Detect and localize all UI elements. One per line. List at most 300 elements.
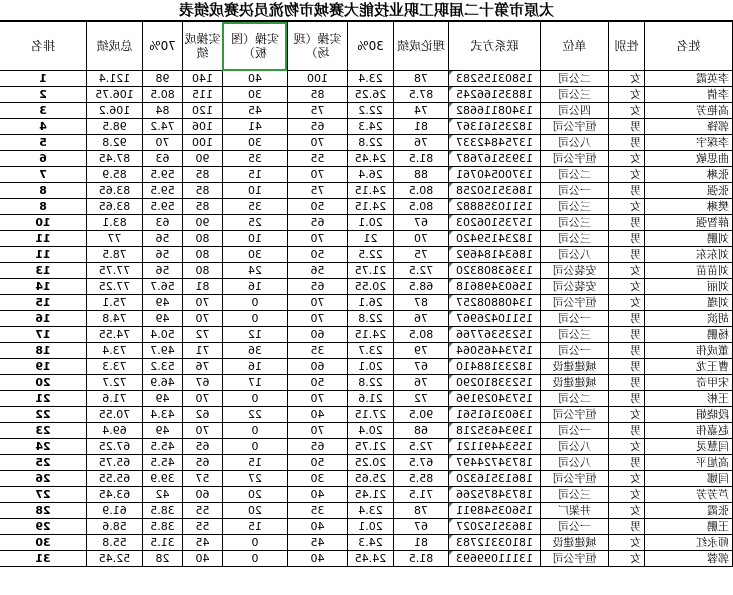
cell-practical-score[interactable]: 120 [183, 103, 223, 119]
cell-theory-30pct[interactable]: 24.3 [348, 535, 394, 551]
cell-gender[interactable]: 男 [609, 423, 645, 439]
cell-unit[interactable]: 三公司 [541, 215, 609, 231]
cell-practical-70pct[interactable]: 42 [143, 487, 183, 503]
cell-gender[interactable]: 女 [609, 487, 645, 503]
cell-unit[interactable]: 安装公司 [541, 279, 609, 295]
cell-practical-score[interactable]: 80 [183, 231, 223, 247]
cell-theory-30pct[interactable]: 21.6 [348, 391, 394, 407]
cell-theory-30pct[interactable]: 27.15 [348, 407, 394, 423]
cell-unit[interactable]: 一公司 [541, 423, 609, 439]
cell-name[interactable]: 段晓娟 [645, 407, 733, 423]
cell-theory-score[interactable]: 72.5 [394, 439, 449, 455]
cell-practical-70pct[interactable]: 63 [143, 151, 183, 167]
cell-rank[interactable]: 16 [0, 311, 87, 327]
cell-gender[interactable]: 男 [609, 359, 645, 375]
cell-practical-70pct[interactable]: 39.9 [143, 471, 183, 487]
cell-practical-onsite[interactable]: 75 [288, 183, 348, 199]
cell-practical-board[interactable]: 22 [223, 407, 288, 423]
cell-practical-score[interactable]: 80 [183, 247, 223, 263]
cell-practical-onsite[interactable]: 40 [288, 487, 348, 503]
cell-theory-score[interactable]: 81 [394, 119, 449, 135]
cell-practical-score[interactable]: 85 [183, 199, 223, 215]
cell-theory-score[interactable]: 81 [394, 535, 449, 551]
cell-gender[interactable]: 女 [609, 167, 645, 183]
cell-theory-score[interactable]: 72.5 [394, 263, 449, 279]
cell-total-score[interactable]: 78.5 [87, 247, 143, 263]
cell-practical-score[interactable]: 90 [183, 151, 223, 167]
cell-total-score[interactable]: 121.4 [87, 71, 143, 87]
cell-practical-70pct[interactable]: 28 [143, 551, 183, 567]
cell-phone[interactable]: 13603161561 [449, 407, 541, 423]
cell-practical-70pct[interactable]: 49 [143, 423, 183, 439]
cell-practical-board[interactable]: 12 [223, 327, 288, 343]
cell-total-score[interactable]: 73.3 [87, 359, 143, 375]
cell-theory-30pct[interactable]: 26.25 [348, 87, 394, 103]
cell-unit[interactable]: 八公司 [541, 247, 609, 263]
cell-rank[interactable]: 24 [0, 439, 87, 455]
cell-total-score[interactable]: 106.2 [87, 103, 143, 119]
cell-practical-score[interactable]: 62 [183, 407, 223, 423]
cell-practical-onsite[interactable]: 40 [288, 551, 348, 567]
cell-phone[interactable]: 18234159420 [449, 231, 541, 247]
cell-rank[interactable]: 15 [0, 295, 87, 311]
cell-name[interactable]: 闫娜 [645, 471, 733, 487]
cell-total-score[interactable]: 58.6 [87, 519, 143, 535]
cell-practical-score[interactable]: 67 [183, 375, 223, 391]
cell-practical-onsite[interactable]: 70 [288, 135, 348, 151]
cell-theory-30pct[interactable]: 26.1 [348, 295, 394, 311]
cell-rank[interactable]: 2 [0, 87, 87, 103]
cell-practical-onsite[interactable]: 70 [288, 167, 348, 183]
cell-theory-30pct[interactable]: 23.4 [348, 71, 394, 87]
cell-practical-onsite[interactable]: 30 [288, 471, 348, 487]
cell-gender[interactable]: 女 [609, 407, 645, 423]
cell-phone[interactable]: 13408116682 [449, 103, 541, 119]
cell-rank[interactable]: 8 [0, 183, 87, 199]
cell-theory-score[interactable]: 76 [394, 311, 449, 327]
cell-practical-board[interactable]: 20 [223, 487, 288, 503]
cell-gender[interactable]: 女 [609, 503, 645, 519]
cell-name[interactable]: 刘瑾 [645, 295, 733, 311]
cell-name[interactable]: 高艳芳 [645, 103, 733, 119]
cell-unit[interactable]: 二公司 [541, 167, 609, 183]
cell-practical-score[interactable]: 81 [183, 279, 223, 295]
cell-unit[interactable]: 二公司 [541, 391, 609, 407]
cell-theory-score[interactable]: 71.5 [394, 487, 449, 503]
cell-practical-board[interactable]: 30 [223, 87, 288, 103]
cell-unit[interactable]: 恒宇公司 [541, 471, 609, 487]
cell-practical-onsite[interactable]: 60 [288, 327, 348, 343]
cell-theory-30pct[interactable]: 24.15 [348, 199, 394, 215]
cell-practical-score[interactable]: 65 [183, 439, 223, 455]
cell-practical-onsite[interactable]: 70 [288, 231, 348, 247]
cell-rank[interactable]: 29 [0, 519, 87, 535]
cell-theory-score[interactable]: 79 [394, 343, 449, 359]
cell-gender[interactable]: 女 [609, 439, 645, 455]
cell-theory-30pct[interactable]: 20.1 [348, 359, 394, 375]
cell-theory-30pct[interactable]: 25.65 [348, 471, 394, 487]
cell-theory-30pct[interactable]: 22.8 [348, 375, 394, 391]
cell-gender[interactable]: 男 [609, 135, 645, 151]
cell-practical-score[interactable]: 40 [183, 551, 223, 567]
cell-theory-30pct[interactable]: 23.4 [348, 503, 394, 519]
cell-name[interactable]: 胡滨 [645, 311, 733, 327]
cell-theory-score[interactable]: 78 [394, 503, 449, 519]
cell-unit[interactable]: 三公司 [541, 487, 609, 503]
cell-theory-30pct[interactable]: 20.1 [348, 519, 394, 535]
header-gender[interactable]: 性别 [609, 22, 645, 71]
cell-total-score[interactable]: 77.25 [87, 279, 143, 295]
cell-name[interactable]: 曲思敏 [645, 151, 733, 167]
cell-total-score[interactable]: 71.6 [87, 391, 143, 407]
cell-unit[interactable]: 四公司 [541, 103, 609, 119]
cell-practical-onsite[interactable]: 45 [288, 535, 348, 551]
cell-gender[interactable]: 男 [609, 231, 645, 247]
cell-phone[interactable]: 18734724497 [449, 455, 541, 471]
cell-phone[interactable]: 15603548911 [449, 503, 541, 519]
cell-name[interactable]: 王鹏 [645, 519, 733, 535]
cell-unit[interactable]: 城建建设 [541, 375, 609, 391]
cell-name[interactable]: 杨鹏 [645, 327, 733, 343]
cell-name[interactable]: 闫慧灵 [645, 439, 733, 455]
cell-practical-70pct[interactable]: 59.5 [143, 183, 183, 199]
cell-phone[interactable]: 15803155283 [449, 71, 541, 87]
cell-practical-board[interactable]: 35 [223, 199, 288, 215]
cell-practical-onsite[interactable]: 70 [288, 391, 348, 407]
cell-theory-30pct[interactable]: 24.45 [348, 551, 394, 567]
cell-practical-board[interactable]: 0 [223, 295, 288, 311]
cell-total-score[interactable]: 106.75 [87, 87, 143, 103]
cell-practical-score[interactable]: 76 [183, 359, 223, 375]
cell-rank[interactable]: 19 [0, 359, 87, 375]
cell-phone[interactable]: 18103312783 [449, 535, 541, 551]
cell-total-score[interactable]: 85.9 [87, 167, 143, 183]
cell-theory-30pct[interactable]: 20.55 [348, 279, 394, 295]
cell-practical-70pct[interactable]: 50.4 [143, 327, 183, 343]
cell-name[interactable]: 张霞 [645, 503, 733, 519]
cell-practical-board[interactable]: 30 [223, 135, 288, 151]
cell-rank[interactable]: 3 [0, 103, 87, 119]
cell-name[interactable]: 李英霞 [645, 71, 733, 87]
cell-practical-score[interactable]: 65 [183, 455, 223, 471]
cell-unit[interactable]: 恒宇公司 [541, 151, 609, 167]
cell-practical-score[interactable]: 80 [183, 263, 223, 279]
cell-practical-board[interactable]: 16 [223, 279, 288, 295]
cell-total-score[interactable]: 65.55 [87, 471, 143, 487]
cell-total-score[interactable]: 87.45 [87, 151, 143, 167]
cell-unit[interactable]: 三公司 [541, 87, 609, 103]
cell-practical-70pct[interactable]: 63 [143, 215, 183, 231]
cell-total-score[interactable]: 74.8 [87, 311, 143, 327]
cell-total-score[interactable]: 83.65 [87, 183, 143, 199]
cell-theory-score[interactable]: 87 [394, 295, 449, 311]
cell-practical-70pct[interactable]: 49 [143, 311, 183, 327]
header-unit[interactable]: 单位 [541, 22, 609, 71]
cell-unit[interactable]: 二公司 [541, 71, 609, 87]
cell-unit[interactable]: 一公司 [541, 343, 609, 359]
cell-theory-30pct[interactable]: 20.4 [348, 423, 394, 439]
cell-practical-board[interactable]: 0 [223, 439, 288, 455]
cell-theory-score[interactable]: 78 [394, 71, 449, 87]
cell-total-score[interactable]: 74.55 [87, 327, 143, 343]
cell-practical-70pct[interactable]: 59.5 [143, 167, 183, 183]
cell-practical-board[interactable]: 0 [223, 535, 288, 551]
cell-rank[interactable]: 18 [0, 343, 87, 359]
cell-practical-70pct[interactable]: 59.5 [143, 199, 183, 215]
cell-phone[interactable]: 15233810290 [449, 375, 541, 391]
cell-unit[interactable]: 一公司 [541, 519, 609, 535]
cell-practical-70pct[interactable]: 70 [143, 135, 183, 151]
cell-practical-70pct[interactable]: 53.2 [143, 359, 183, 375]
cell-name[interactable]: 李琛宇 [645, 135, 733, 151]
cell-rank[interactable]: 13 [0, 263, 87, 279]
cell-rank[interactable]: 21 [0, 391, 87, 407]
cell-practical-onsite[interactable]: 55 [288, 151, 348, 167]
cell-practical-board[interactable]: 16 [223, 359, 288, 375]
cell-practical-70pct[interactable]: 43.4 [143, 407, 183, 423]
cell-phone[interactable]: 15110426967 [449, 311, 541, 327]
cell-practical-board[interactable]: 36 [223, 343, 288, 359]
cell-name[interactable]: 宋甲奇 [645, 375, 733, 391]
cell-practical-onsite[interactable]: 65 [288, 279, 348, 295]
cell-rank[interactable]: 23 [0, 423, 87, 439]
cell-practical-onsite[interactable]: 65 [288, 439, 348, 455]
cell-rank[interactable]: 22 [0, 407, 87, 423]
cell-unit[interactable]: 八公司 [541, 439, 609, 455]
cell-theory-30pct[interactable]: 22.8 [348, 311, 394, 327]
cell-name[interactable]: 刘丽 [645, 279, 733, 295]
cell-phone[interactable]: 13363808320 [449, 263, 541, 279]
cell-practical-score[interactable]: 100 [183, 135, 223, 151]
cell-unit[interactable]: 八公司 [541, 135, 609, 151]
cell-theory-30pct[interactable]: 21.75 [348, 263, 394, 279]
cell-gender[interactable]: 女 [609, 263, 645, 279]
cell-theory-score[interactable]: 81.5 [394, 551, 449, 567]
cell-theory-score[interactable]: 70 [394, 231, 449, 247]
cell-theory-30pct[interactable]: 22.5 [348, 247, 394, 263]
cell-total-score[interactable]: 92.8 [87, 135, 143, 151]
cell-theory-score[interactable]: 67.5 [394, 455, 449, 471]
cell-name[interactable]: 薛智强 [645, 215, 733, 231]
cell-total-score[interactable]: 63.45 [87, 487, 143, 503]
cell-practical-70pct[interactable]: 49 [143, 391, 183, 407]
cell-practical-board[interactable]: 17 [223, 375, 288, 391]
header-name[interactable]: 姓名 [645, 22, 733, 71]
cell-practical-onsite[interactable]: 50 [288, 247, 348, 263]
cell-name[interactable]: 师永红 [645, 535, 733, 551]
cell-total-score[interactable]: 83.1 [87, 215, 143, 231]
cell-practical-70pct[interactable]: 49 [143, 295, 183, 311]
cell-gender[interactable]: 男 [609, 391, 645, 407]
cell-theory-score[interactable]: 80.5 [394, 199, 449, 215]
cell-gender[interactable]: 男 [609, 343, 645, 359]
cell-total-score[interactable]: 73.4 [87, 343, 143, 359]
cell-practical-70pct[interactable]: 84 [143, 103, 183, 119]
header-theory-30pct[interactable]: 30% [348, 22, 394, 71]
cell-rank[interactable]: 11 [0, 247, 87, 263]
cell-unit[interactable]: 恒宇公司 [541, 119, 609, 135]
cell-rank[interactable]: 14 [0, 279, 87, 295]
cell-gender[interactable]: 男 [609, 247, 645, 263]
cell-theory-30pct[interactable]: 24.3 [348, 119, 394, 135]
cell-phone[interactable]: 18613516320 [449, 471, 541, 487]
cell-practical-onsite[interactable]: 60 [288, 359, 348, 375]
cell-practical-onsite[interactable]: 56 [288, 263, 348, 279]
cell-unit[interactable]: 安装公司 [541, 263, 609, 279]
cell-practical-onsite[interactable]: 70 [288, 295, 348, 311]
cell-theory-30pct[interactable]: 26.4 [348, 167, 394, 183]
header-practical-onsite[interactable]: 实操（现场） [288, 22, 348, 71]
cell-gender[interactable]: 男 [609, 327, 645, 343]
cell-total-score[interactable]: 77 [87, 231, 143, 247]
cell-gender[interactable]: 女 [609, 551, 645, 567]
cell-theory-30pct[interactable]: 21.45 [348, 487, 394, 503]
cell-theory-30pct[interactable]: 21.75 [348, 439, 394, 455]
cell-rank[interactable]: 27 [0, 487, 87, 503]
cell-practical-score[interactable]: 45 [183, 535, 223, 551]
cell-practical-70pct[interactable]: 56 [143, 247, 183, 263]
cell-gender[interactable]: 女 [609, 87, 645, 103]
cell-name[interactable]: 郭蓉 [645, 551, 733, 567]
cell-practical-onsite[interactable]: 50 [288, 455, 348, 471]
cell-practical-onsite[interactable]: 70 [288, 423, 348, 439]
cell-practical-score[interactable]: 85 [183, 167, 223, 183]
cell-name[interactable]: 高旭平 [645, 455, 733, 471]
cell-practical-score[interactable]: 60 [183, 487, 223, 503]
cell-theory-score[interactable]: 68.5 [394, 279, 449, 295]
cell-practical-70pct[interactable]: 74.2 [143, 119, 183, 135]
cell-practical-score[interactable]: 140 [183, 71, 223, 87]
cell-unit[interactable]: 三公司 [541, 327, 609, 343]
cell-gender[interactable]: 女 [609, 103, 645, 119]
cell-rank[interactable]: 20 [0, 375, 87, 391]
cell-theory-score[interactable]: 88 [394, 167, 449, 183]
cell-practical-score[interactable]: 85 [183, 183, 223, 199]
cell-gender[interactable]: 男 [609, 215, 645, 231]
cell-theory-score[interactable]: 67 [394, 519, 449, 535]
cell-theory-30pct[interactable]: 24.15 [348, 183, 394, 199]
cell-practical-onsite[interactable]: 65 [288, 215, 348, 231]
cell-practical-70pct[interactable]: 56 [143, 231, 183, 247]
cell-name[interactable]: 张琳 [645, 167, 733, 183]
cell-practical-score[interactable]: 115 [183, 87, 223, 103]
cell-phone[interactable]: 15603498618 [449, 279, 541, 295]
cell-practical-board[interactable]: 0 [223, 551, 288, 567]
cell-rank[interactable]: 26 [0, 471, 87, 487]
cell-practical-board[interactable]: 0 [223, 391, 288, 407]
header-rank[interactable]: 排名 [0, 22, 87, 71]
cell-practical-board[interactable]: 40 [223, 71, 288, 87]
cell-rank[interactable]: 28 [0, 503, 87, 519]
cell-practical-onsite[interactable]: 100 [288, 71, 348, 87]
cell-total-score[interactable]: 98.5 [87, 119, 143, 135]
cell-practical-board[interactable]: 15 [223, 519, 288, 535]
cell-unit[interactable]: 一公司 [541, 311, 609, 327]
cell-practical-onsite[interactable]: 70 [288, 311, 348, 327]
cell-phone[interactable]: 13754842337 [449, 135, 541, 151]
cell-name[interactable]: 郭锋 [645, 119, 733, 135]
cell-theory-30pct[interactable]: 21 [348, 231, 394, 247]
cell-gender[interactable]: 男 [609, 455, 645, 471]
cell-practical-score[interactable]: 55 [183, 519, 223, 535]
cell-practical-board[interactable]: 10 [223, 231, 288, 247]
cell-theory-30pct[interactable]: 24.45 [348, 151, 394, 167]
cell-name[interactable]: 刘东东 [645, 247, 733, 263]
cell-total-score[interactable]: 83.65 [87, 199, 143, 215]
cell-name[interactable]: 李倩 [645, 87, 733, 103]
cell-rank[interactable]: 10 [0, 215, 87, 231]
cell-theory-score[interactable]: 75 [394, 247, 449, 263]
cell-unit[interactable]: 城建建设 [541, 359, 609, 375]
cell-rank[interactable]: 31 [0, 551, 87, 567]
cell-phone[interactable]: 13935167687 [449, 151, 541, 167]
cell-phone[interactable]: 18634184692 [449, 247, 541, 263]
cell-phone[interactable]: 18235161367 [449, 119, 541, 135]
cell-practical-score[interactable]: 71 [183, 343, 223, 359]
cell-practical-onsite[interactable]: 40 [288, 407, 348, 423]
cell-practical-onsite[interactable]: 85 [288, 87, 348, 103]
header-practical-70pct[interactable]: 70% [143, 22, 183, 71]
cell-practical-board[interactable]: 41 [223, 119, 288, 135]
cell-practical-board[interactable]: 0 [223, 423, 288, 439]
cell-name[interactable]: 樊琳 [645, 199, 733, 215]
cell-theory-score[interactable]: 80.5 [394, 183, 449, 199]
cell-practical-onsite[interactable]: 65 [288, 119, 348, 135]
cell-practical-onsite[interactable]: 50 [288, 375, 348, 391]
cell-total-score[interactable]: 55.8 [87, 535, 143, 551]
cell-name[interactable]: 张强 [645, 183, 733, 199]
cell-practical-score[interactable]: 70 [183, 295, 223, 311]
cell-phone[interactable]: 15110358882 [449, 199, 541, 215]
cell-practical-board[interactable]: 10 [223, 183, 288, 199]
cell-practical-board[interactable]: 45 [223, 103, 288, 119]
cell-practical-onsite[interactable]: 35 [288, 503, 348, 519]
cell-total-score[interactable]: 52.45 [87, 551, 143, 567]
cell-gender[interactable]: 女 [609, 199, 645, 215]
cell-theory-score[interactable]: 80.5 [394, 327, 449, 343]
cell-phone[interactable]: 15734465064 [449, 343, 541, 359]
cell-practical-board[interactable]: 35 [223, 151, 288, 167]
cell-practical-70pct[interactable]: 45.5 [143, 455, 183, 471]
cell-gender[interactable]: 女 [609, 71, 645, 87]
cell-rank[interactable]: 4 [0, 119, 87, 135]
cell-rank[interactable]: 11 [0, 231, 87, 247]
cell-unit[interactable]: 恒宇公司 [541, 407, 609, 423]
cell-rank[interactable]: 6 [0, 151, 87, 167]
header-total-score[interactable]: 总成绩 [87, 22, 143, 71]
cell-gender[interactable]: 男 [609, 183, 645, 199]
cell-total-score[interactable]: 67.25 [87, 439, 143, 455]
cell-theory-score[interactable]: 72 [394, 391, 449, 407]
cell-practical-board[interactable]: 30 [223, 247, 288, 263]
cell-gender[interactable]: 女 [609, 471, 645, 487]
cell-theory-score[interactable]: 85.5 [394, 471, 449, 487]
cell-phone[interactable]: 13700540761 [449, 167, 541, 183]
cell-gender[interactable]: 男 [609, 119, 645, 135]
cell-phone[interactable]: 15735106203 [449, 215, 541, 231]
cell-phone[interactable]: 18233188410 [449, 359, 541, 375]
cell-name[interactable]: 芦芳芳 [645, 487, 733, 503]
cell-gender[interactable]: 女 [609, 279, 645, 295]
cell-gender[interactable]: 女 [609, 535, 645, 551]
cell-practical-score[interactable]: 90 [183, 215, 223, 231]
cell-gender[interactable]: 男 [609, 519, 645, 535]
cell-theory-30pct[interactable]: 23.7 [348, 343, 394, 359]
cell-theory-score[interactable]: 87.5 [394, 87, 449, 103]
cell-name[interactable]: 董成伟 [645, 343, 733, 359]
cell-gender[interactable]: 男 [609, 311, 645, 327]
cell-theory-score[interactable]: 67 [394, 359, 449, 375]
